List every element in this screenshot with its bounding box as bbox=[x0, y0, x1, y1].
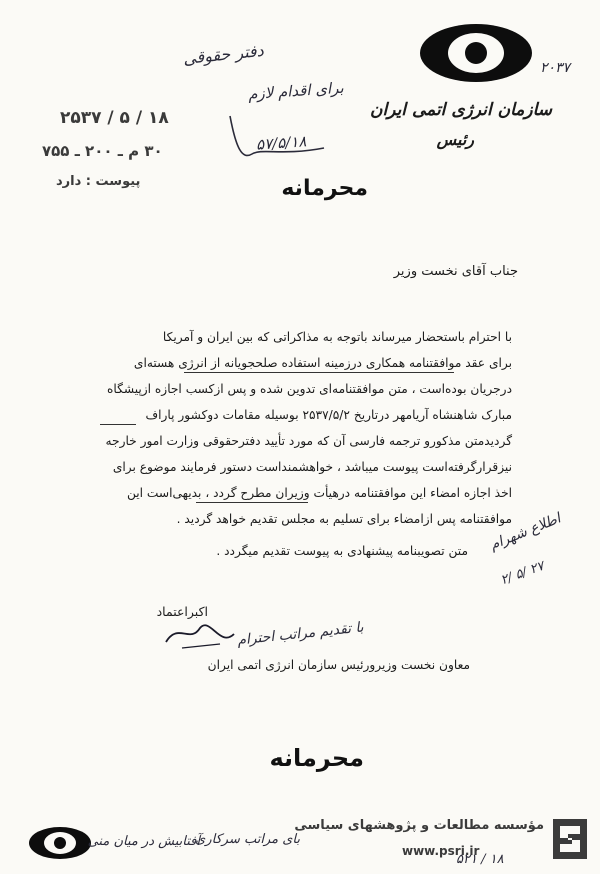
watermark-org: مؤسسه مطالعات و پژوهشهای سیاسی bbox=[294, 818, 544, 833]
body-line: گردیدمتن مذکورو ترجمه فارسی آن که مورد تأیید دفترحقوقی وزارت امور خارجه bbox=[105, 434, 512, 448]
margin-note-date: ۲/ ۵/ ۲۷ bbox=[498, 558, 547, 589]
org-name: سازمان انرژی اتمی ایران bbox=[369, 100, 552, 120]
corner-mark: ۲۰۳۷ bbox=[540, 60, 571, 76]
body-line: اخذ اجازه امضاء این موافقتنامه درهیأت وزیران مطرح گردد ، بدیهی‌است این bbox=[127, 486, 512, 500]
handwritten-note-line1: دفتر حقوقی bbox=[182, 40, 265, 69]
signature bbox=[160, 614, 240, 654]
footer-motto: آفتابیش در میان منی bbox=[87, 834, 200, 849]
attachment-note: پیوست : دارد bbox=[56, 174, 141, 189]
margin-note: اطلاع شهرام bbox=[487, 510, 563, 554]
classification-bottom: محرمانه bbox=[269, 744, 364, 772]
underline-mark bbox=[196, 502, 308, 503]
body-line: برای عقد موافقتنامه همکاری درزمینه استفاده صلحجویانه از انرژی هسته‌ای bbox=[133, 356, 512, 370]
psri-logo bbox=[552, 818, 588, 860]
handwritten-note-line2: برای اقدام لازم bbox=[247, 78, 345, 104]
watermark-url: www.psri.ir bbox=[402, 844, 480, 858]
handwritten-greeting: با تقدیم مراتب احترام bbox=[236, 619, 365, 649]
footer-handwritten: بای مراتب سرکاری bbox=[195, 832, 300, 847]
classification-top: محرمانه bbox=[281, 176, 368, 201]
underline-mark bbox=[100, 424, 136, 425]
signer-name: اکبراعتماد bbox=[156, 604, 208, 619]
body-line: با احترام باستحضار میرساند باتوجه به مذاکراتی که بین ایران و آمریکا bbox=[162, 330, 512, 344]
letter-date: ۲۵۳۷ / ۵ / ۱۸ bbox=[60, 108, 169, 128]
body-line: درجریان بوده‌است ، متن موافقتنامه‌ای تدوین شده و پس ازکسب اجازه ازپیشگاه bbox=[107, 382, 512, 396]
body-line: موافقتنامه پس ازامضاء برای تسلیم به مجلس تقدیم خواهد گردید . bbox=[176, 512, 512, 526]
footer-corner-note: ۵۲۱ / ۱۸ bbox=[456, 852, 504, 867]
underline-mark bbox=[184, 372, 454, 373]
signer-title: معاون نخست وزیرورئیس سازمان انرژی اتمی ایران bbox=[207, 658, 470, 672]
handwritten-note-date: ۵۷/۵/۱۸ bbox=[255, 132, 307, 154]
closing-line: متن تصویبنامه پیشنهادی به پیوست تقدیم میگردد . bbox=[216, 544, 468, 558]
aeoi-logo bbox=[418, 22, 534, 84]
handwritten-signature-mark bbox=[222, 108, 332, 168]
body-line: نیزقرارگرفته‌است پیوست میباشد ، خواهشمنداست دستور فرمایند موضوع برای bbox=[112, 460, 512, 474]
addressee: جناب آقای نخست وزیر bbox=[393, 264, 518, 279]
org-subtitle: رئیس bbox=[436, 130, 474, 149]
footer-logo bbox=[28, 826, 92, 860]
body-line: مبارک شاهنشاه آریامهر درتاریخ ۲۵۳۷/۵/۲ بوسیله مقامات دوکشور پاراف bbox=[145, 408, 512, 422]
letter-number: ۳۰ م ـ ۲۰۰ ـ ۷۵۵ bbox=[42, 142, 163, 160]
